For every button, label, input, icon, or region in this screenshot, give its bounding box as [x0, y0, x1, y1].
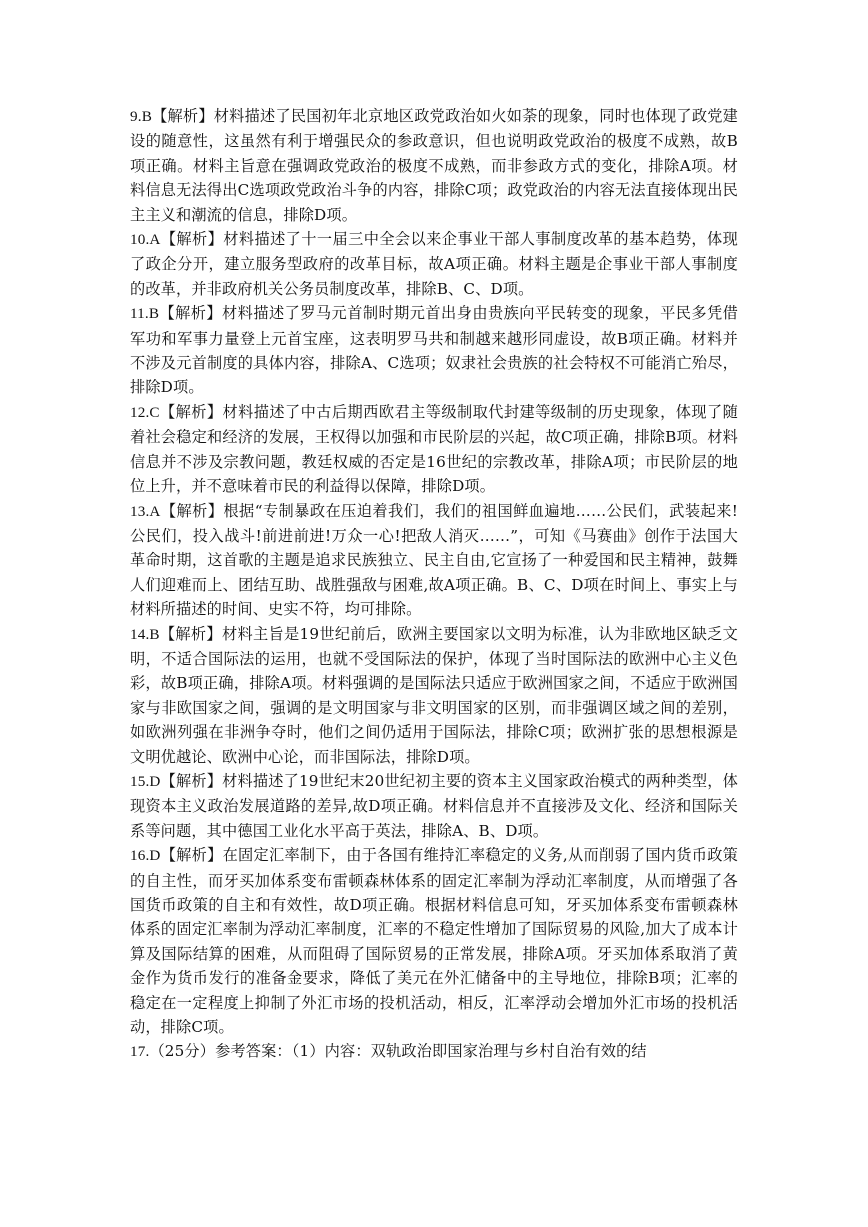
question-number: 12.C: [130, 403, 160, 421]
answer-item-14: [130, 622, 738, 769]
question-number: 10.A: [130, 231, 161, 249]
answer-text: 【解析】在固定汇率制下，由于各国有维持汇率稳定的义务,从而削弱了国内货币政策的自主性，而牙买加体系变布雷顿森林体系的固定汇率制为浮动汇率制度，从而增强了各国货币政策的自主和有效性，故D项正确。根据材料信息可知，牙买加体系变布雷顿森林体系的固定汇率制为浮动汇率制度，汇率的不稳定性增加了国际贸易的风险,加大了成本计算及国际结算的困难，从而阻碍了国际贸易的正常发展，排除A项。牙买加体系取消了黄金作为货币发行的准备金要求，降低了美元在外汇储备中的主导地位，排除B项；汇率的稳定在一定程度上抑制了外汇市场的投机活动，相反，汇率浮动会增加外汇市场的投机活动，排除C项。: [130, 846, 738, 1037]
answer-item-15: [130, 769, 738, 843]
answer-text: （25分）参考答案：（1）内容：双轨政治即国家治理与乡村自治有效的结: [149, 1042, 647, 1061]
question-number: 11.B: [130, 305, 160, 323]
answer-item-17: [130, 1039, 738, 1064]
question-number: 17.: [130, 1043, 150, 1061]
question-number: 14.B: [130, 625, 160, 643]
answer-item-12: [130, 400, 738, 499]
answer-text: 【解析】材料描述了民国初年北京地区政党政治如火如荼的现象，同时也体现了政党建设的随意性，这虽然有利于增强民众的参政意识，但也说明政党政治的极度不成熟，故B项正确。材料主旨意在强调政党政治的极度不成熟，而非参政方式的变化，排除A项。材料信息无法得出C选项政党政治斗争的内容，排除C项；政党政治的内容无法直接体现出民主主义和潮流的信息，排除D项。: [130, 107, 738, 224]
answer-text: 【解析】材料描述了十一届三中全会以来企事业干部人事制度改革的基本趋势，体现了政企分开，建立服务型政府的改革目标，故A项正确。材料主题是企事业干部人事制度的改革，并非政府机关公务员制度改革，排除B、C、D项。: [130, 230, 738, 298]
answer-item-13: [130, 499, 738, 622]
answer-text: 【解析】材料描述了罗马元首制时期元首出身由贵族向平民转变的现象，平民多凭借军功和军事力量登上元首宝座，这表明罗马共和制越来越形同虚设，故B项正确。材料并不涉及元首制度的具体内容，排除A、C选项；奴隶社会贵族的社会特权不可能消亡殆尽，排除D项。: [130, 304, 738, 397]
answer-text: 【解析】根据“专制暴政在压迫着我们，我们的祖国鲜血遍地……公民们，武装起来!公民们，投入战斗!前进前进!万众一心!把敌人消灭……”，可知《马赛曲》创作于法国大革命时期，这首歌的主题是追求民族独立、民主自由,它宣扬了一种爱国和民主精神，鼓舞人们迎难而上、团结互助、战胜强敌与困难,故A项正确。B、C、D项在时间上、事实上与材料所描述的时间、史实不符，均可排除。: [130, 501, 738, 619]
answer-text: 【解析】材料描述了中古后期西欧君主等级制取代封建等级制的历史现象，体现了随着社会稳定和经济的发展，王权得以加强和市民阶层的兴起，故C项正确，排除B项。材料信息并不涉及宗教问题，教廷权威的否定是16世纪的宗教改革，排除A项；市民阶层的地位上升，并不意味着市民的利益得以保障，排除D项。: [130, 402, 738, 496]
question-number: 13.A: [130, 502, 161, 520]
answer-item-16: [130, 843, 738, 1039]
document-page: [130, 104, 738, 1065]
question-number: 15.D: [130, 772, 161, 790]
question-number: 16.D: [130, 847, 161, 865]
answer-text: 【解析】材料主旨是19世纪前后，欧洲主要国家以文明为标准，认为非欧地区缺乏文明，不适合国际法的运用，也就不受国际法的保护，体现了当时国际法的欧洲中心主义色彩，故B项正确，排除A项。材料强调的是国际法只适应于欧洲国家之间，不适应于欧洲国家与非欧国家之间，强调的是文明国家与非文明国家的区别，而非强调区域之间的差别，如欧洲列强在非洲争夺时，他们之间仍适用于国际法，排除C项；欧洲扩张的思想根源是文明优越论、欧洲中心论，而非国际法，排除D项。: [130, 624, 738, 766]
answer-item-10: [130, 227, 738, 301]
answer-item-11: [130, 301, 738, 400]
answer-item-9: [130, 104, 738, 227]
answer-text: 【解析】材料描述了19世纪末20世纪初主要的资本主义国家政治模式的两种类型，体现资本主义政治发展道路的差异,故D项正确。材料信息并不直接涉及文化、经济和国际关系等问题，其中德国工业化水平高于英法，排除A、B、D项。: [130, 771, 738, 840]
question-number: 9.B: [130, 108, 152, 125]
